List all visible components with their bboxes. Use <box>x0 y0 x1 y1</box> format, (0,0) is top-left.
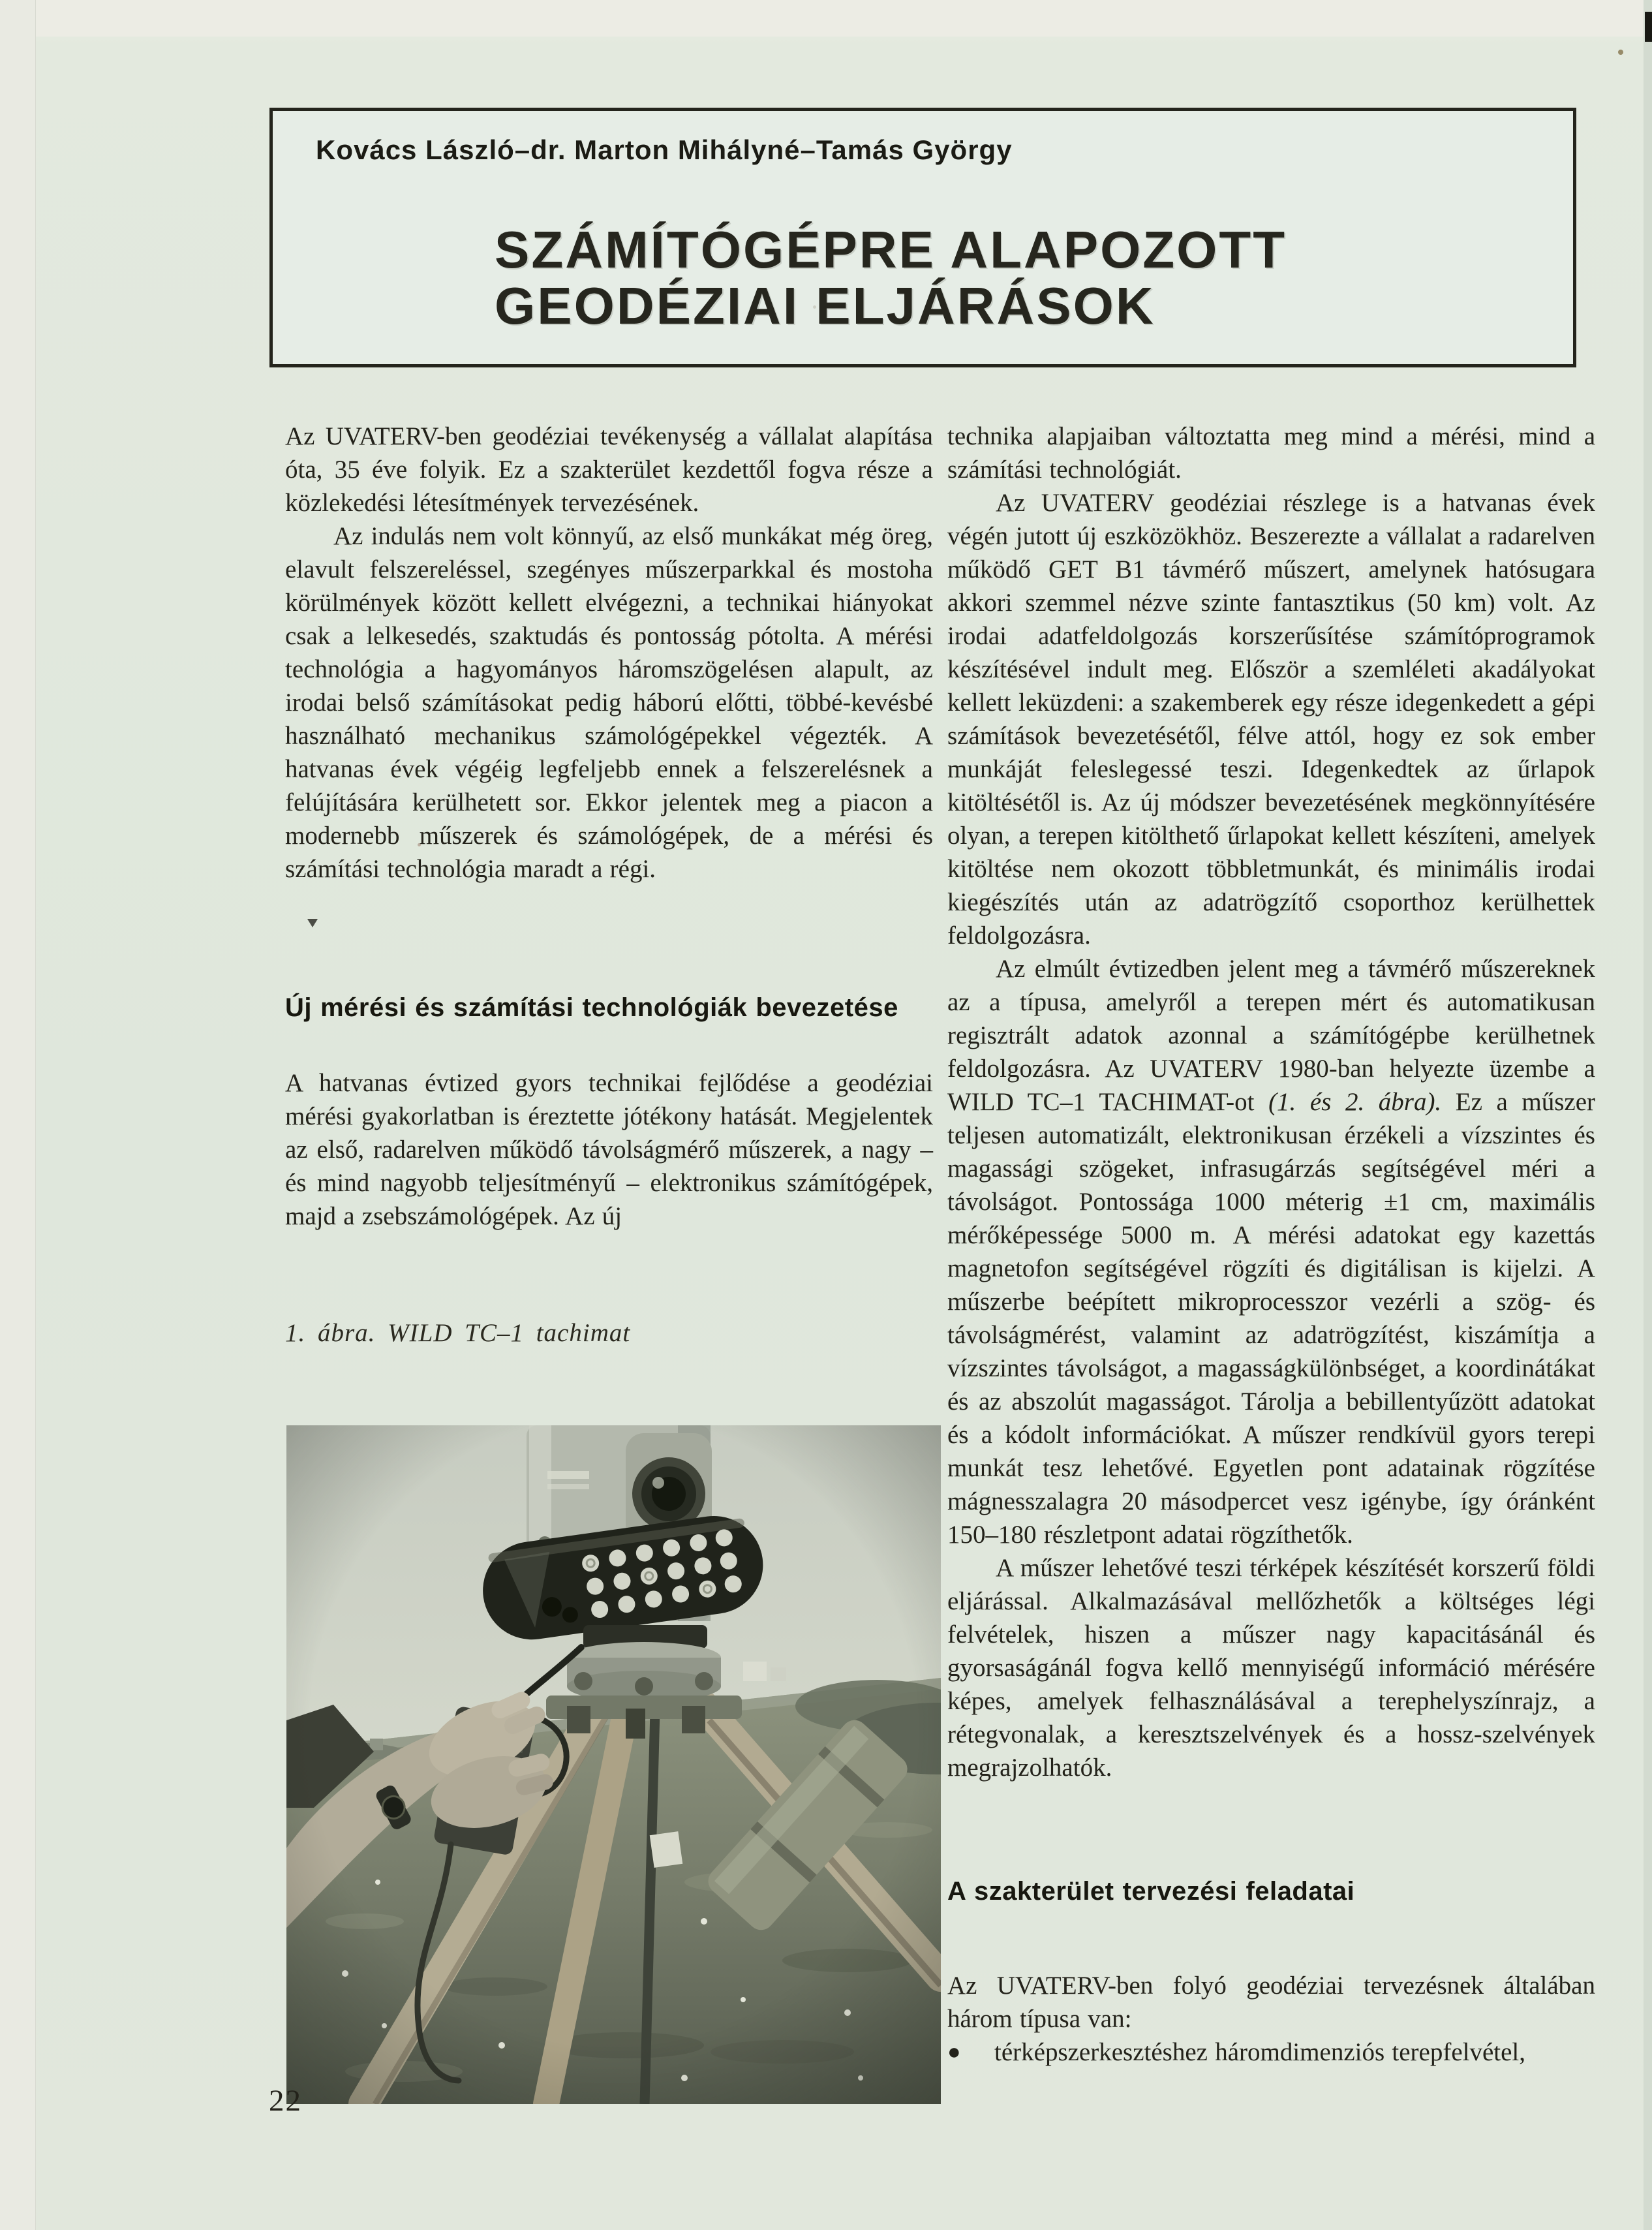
paper-speck <box>1618 50 1623 55</box>
paragraph: A hatvanas évtized gyors technikai fejlődése a geodéziai mérési gyakorlatban is éreztette jótékony hatását. Megjelentek az első, radarelven működő távolságmérő műszerek, a nagy – és mind nagyobb teljesítményű – elektronikus számítógépek, majd a zsebszámológépek. Az új <box>285 1069 933 1230</box>
scan-left-edge <box>0 0 36 2230</box>
paragraph <box>947 952 1595 1551</box>
left-column <box>285 420 933 2104</box>
article-title-line2: GEODÉZIAI ELJÁRÁSOK <box>495 277 1155 335</box>
scan-top-edge <box>0 0 1652 37</box>
section-heading: A szakterület tervezési feladatai <box>947 1877 1355 1906</box>
photo-vignette <box>286 1425 941 2104</box>
scan-corner-mark <box>1645 12 1652 42</box>
article-title <box>495 222 1287 334</box>
figure-caption: 1. ábra. WILD TC–1 tachimat <box>285 1319 631 1347</box>
paragraph: Az UVATERV-ben geodéziai tevékenység a vállalat alapítása óta, 35 éve folyik. Ez a szakterület kezdettől fogva része a közlekedési létesítmények tervezésének. <box>285 422 933 517</box>
paragraph-text: Az elmúlt évtizedben jelent meg a távmérő műszereknek az a típusa, amelyről a terepen mért és automatikusan regisztrált adatok azonnal a számítógépbe kerülhetnek feldolgozásra. Az UVATERV 1980-ban helyezte üzembe a WILD TC–1 TACHIMAT-ot <box>947 955 1595 1116</box>
title-box <box>269 108 1576 367</box>
paragraph: Az indulás nem volt könnyű, az első munkákat még öreg, elavult felszereléssel, szegényes műszerparkkal és mostoha körülmények között kellett elvégezni, a technikai hiányokat csak a lelkesedés, szaktudás és pontosság pótolta. A mérési technológia a hagyományos háromszögelésen alapult, az irodai belső számításokat pedig háború előtti, többé-kevésbé használható mechanikus számológépekkel végezték. A hatvanas évek végéig legfeljebb ennek a felszerelésnek a felújítására kerülhetett sor. Ekkor jelentek meg a piacon a modernebb műszerek és számológépek, de a mérési és számítási technológia maradt a régi. <box>285 522 933 883</box>
figure-photo-art <box>286 1425 941 2104</box>
list-item-text: térképszerkesztéshez háromdimenziós terepfelvétel, <box>994 2038 1526 2066</box>
paragraph-text: Ez a műszer teljesen automatizált, elektronikusan érzékeli a vízszintes és magassági szögeket, infrasugárzás segítségével méri a távolságot. Pontossága 1000 méterig ±1 cm, maximális mérőképessége 5000 m. A mérési adatokat egy kazettás magnetofon segítségével rögzíti és digitálisan is kijelzi. A műszerbe beépített mikroprocesszor vezérli a szög- és távolságmérést, valamint az adatrögzítést, kiszámítja a vízszintes távolságot, a magasságkülönbséget, a koordinátákat és az abszolút magasságot. Tárolja a bebillentyűzött adatokat és a kódolt információkat. A műszer rendkívül gyors terepi munkát tesz lehetővé. Egyetlen pont adatainak rögzítése mágnesszalagra 20 másodpercet vesz igénybe, így óránként 150–180 részletpont adatai rögzíthetők. <box>947 1088 1595 1549</box>
figure-reference: (1. és 2. ábra). <box>1268 1088 1442 1116</box>
bullet-icon: ● <box>947 2040 961 2064</box>
paragraph: technika alapjaiban változtatta meg mind a mérési, mind a számítási technológiát. <box>947 422 1595 484</box>
authors-line: Kovács László–dr. Marton Mihályné–Tamás György <box>316 134 1013 165</box>
paragraph: A műszer lehetővé teszi térképek készítését korszerű földi eljárással. Alkalmazásával mellőzhetők a költséges légi felvételek, hiszen a műszer nagy kapacitásánál és gyorsaságánál fogva kellő mennyiségű információ mérésére képes, amelyek felhasználásával a terephelyszínrajz, a rétegvonalak, a keresztszelvények és a hossz-szelvények megrajzolhatók. <box>947 1554 1595 1782</box>
page-number: 22 <box>269 2084 302 2118</box>
article-title-line1: SZÁMÍTÓGÉPRE ALAPOZOTT <box>495 221 1287 279</box>
ink-mark <box>307 919 318 927</box>
scan-right-edge <box>1644 0 1652 2230</box>
section-heading: Új mérési és számítási technológiák bevezetése <box>285 993 898 1022</box>
list-item <box>947 2036 1595 2069</box>
paragraph: Az UVATERV geodéziai részlege is a hatvanas évek végén jutott új eszközökhöz. Beszerezte a vállalat a radarelven működő GET B1 távmérő műszert, amelynek hatósugara akkori szemmel nézve szinte fantasztikus (50 km) volt. Az irodai adatfeldolgozás korszerűsítése számítóprogramok készítésével indult meg. Először a szemléleti akadályokat kellett leküzdeni: a szakemberek egy része idegenkedett a gépi számítások bevezetésétől, félve attól, hogy ez sok ember munkáját feleslegessé teszi. Idegenkedtek az űrlapok kitöltésétől is. Az új módszer bevezetésének megkönnyítésére olyan, a terepen kitölthető űrlapokat kellett készíteni, amelyek kitöltése nem okozott többletmunkát, és minimális irodai kiegészítés után az adatrögzítő csoporthoz kerülhettek feldolgozásra. <box>947 489 1595 950</box>
right-column <box>947 420 1595 2069</box>
paragraph: Az UVATERV-ben folyó geodéziai tervezésnek általában három típusa van: <box>947 1972 1595 2033</box>
figure-photo <box>286 1425 941 2104</box>
